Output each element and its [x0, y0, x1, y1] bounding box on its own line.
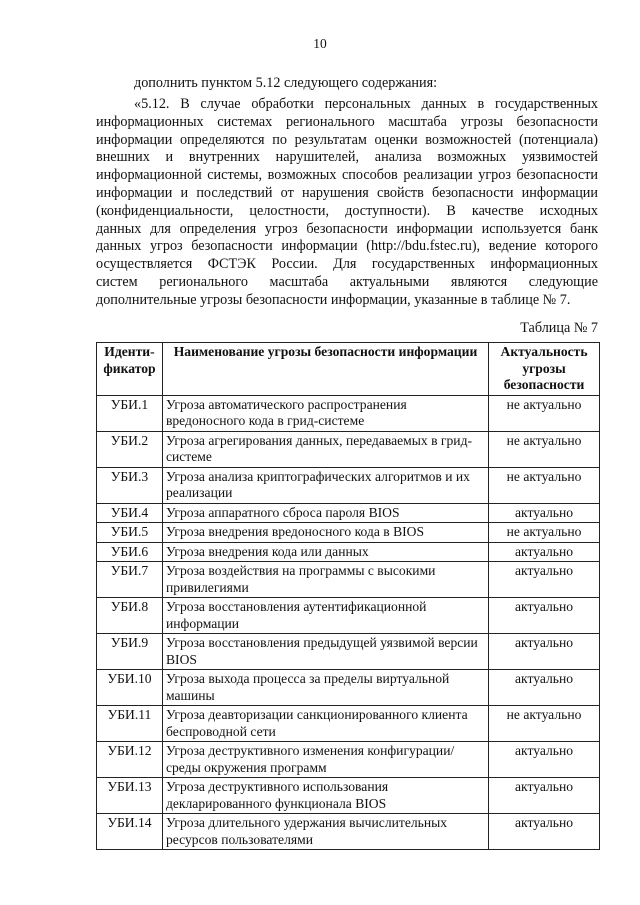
row-relevance: не актуально: [489, 395, 600, 431]
table-row: [97, 814, 600, 850]
paragraph-line: (конфиденциальности, целостности, доступности). В качестве исходных: [96, 202, 598, 219]
header-threat-name: Наименование угрозы безопасности информации: [162, 343, 488, 396]
row-threat-name: Угроза длительного удержания вычислительных ресурсов пользователями: [162, 814, 488, 850]
row-identifier: УБИ.9: [97, 634, 163, 670]
row-threat-name: Угроза внедрения кода или данных: [162, 542, 488, 562]
paragraph-line: данных угроз безопасности информации (http://bdu.fstec.ru), ведение которого: [96, 238, 598, 255]
row-identifier: УБИ.1: [97, 395, 163, 431]
row-relevance: актуально: [489, 742, 600, 778]
table-row: [97, 542, 600, 562]
row-threat-name: Угроза анализа криптографических алгоритмов и их реализации: [162, 467, 488, 503]
paragraph-line: информационной системы, возможных способов реализации угроз безопасности: [96, 167, 598, 184]
row-identifier: УБИ.6: [97, 542, 163, 562]
table-row: [97, 467, 600, 503]
paragraph-line: систем регионального масштаба актуальными являются следующие: [96, 273, 598, 290]
row-relevance: актуально: [489, 778, 600, 814]
row-relevance: актуально: [489, 814, 600, 850]
row-identifier: УБИ.11: [97, 706, 163, 742]
row-relevance: не актуально: [489, 706, 600, 742]
row-identifier: УБИ.7: [97, 562, 163, 598]
row-relevance: не актуально: [489, 467, 600, 503]
row-threat-name: Угроза восстановления аутентификационной информации: [162, 598, 488, 634]
row-relevance: актуально: [489, 542, 600, 562]
row-threat-name: Угроза аппаратного сброса пароля BIOS: [162, 503, 488, 523]
row-relevance: не актуально: [489, 431, 600, 467]
row-relevance: актуально: [489, 634, 600, 670]
paragraph-line: данных для определения угроз безопасности информации используется банк: [96, 220, 598, 237]
row-identifier: УБИ.3: [97, 467, 163, 503]
row-identifier: УБИ.4: [97, 503, 163, 523]
paragraph-line: «5.12. В случае обработки персональных данных в государственных: [134, 96, 598, 112]
table-row: [97, 670, 600, 706]
row-identifier: УБИ.14: [97, 814, 163, 850]
table-header-row: [97, 343, 600, 396]
paragraph-line: информации определяются по результатам оценки возможностей (потенциала): [96, 131, 598, 148]
row-threat-name: Угроза внедрения вредоносного кода в BIOS: [162, 523, 488, 543]
paragraph-line: информационных системах регионального масштаба угрозы безопасности: [96, 113, 598, 130]
row-threat-name: Угроза деструктивного использования декларированного функционала BIOS: [162, 778, 488, 814]
table-row: [97, 523, 600, 543]
intro-paragraph: [96, 75, 598, 93]
intro-line: дополнить пунктом 5.12 следующего содержания:: [134, 75, 438, 91]
row-threat-name: Угроза автоматического распространения вредоносного кода в грид-системе: [162, 395, 488, 431]
row-threat-name: Угроза деавторизации санкционированного клиента беспроводной сети: [162, 706, 488, 742]
paragraph-line: дополнительные угрозы безопасности информации, указанные в таблице № 7.: [96, 291, 571, 308]
header-identifier: Иденти-фикатор: [97, 343, 163, 396]
table-row: [97, 431, 600, 467]
row-identifier: УБИ.12: [97, 742, 163, 778]
paragraph-line: информации и последствий от нарушения свойств безопасности информации: [96, 184, 598, 201]
row-identifier: УБИ.8: [97, 598, 163, 634]
row-threat-name: Угроза деструктивного изменения конфигурации/среды окружения программ: [162, 742, 488, 778]
paragraph-line: осуществляется ФСТЭК России. Для государственных информационных: [96, 256, 598, 273]
table-caption: Таблица № 7: [520, 320, 598, 336]
row-relevance: актуально: [489, 598, 600, 634]
page-number: 10: [313, 36, 327, 51]
row-identifier: УБИ.5: [97, 523, 163, 543]
paragraph-line: внешних и внутренних нарушителей, анализа возможных уязвимостей: [96, 149, 598, 166]
row-threat-name: Угроза агрегирования данных, передаваемых в грид-системе: [162, 431, 488, 467]
table-row: [97, 778, 600, 814]
row-identifier: УБИ.2: [97, 431, 163, 467]
table-row: [97, 562, 600, 598]
table-row: [97, 634, 600, 670]
table-row: [97, 395, 600, 431]
header-relevance: Актуальность угрозы безопасности: [489, 343, 600, 396]
row-relevance: актуально: [489, 503, 600, 523]
row-threat-name: Угроза выхода процесса за пределы виртуальной машины: [162, 670, 488, 706]
table-body: [97, 395, 600, 850]
row-threat-name: Угроза воздействия на программы с высокими привилегиями: [162, 562, 488, 598]
table-row: [97, 598, 600, 634]
row-relevance: актуально: [489, 562, 600, 598]
row-relevance: актуально: [489, 670, 600, 706]
table-row: [97, 503, 600, 523]
threats-table: [96, 342, 600, 850]
table-row: [97, 706, 600, 742]
row-relevance: не актуально: [489, 523, 600, 543]
row-identifier: УБИ.13: [97, 778, 163, 814]
row-identifier: УБИ.10: [97, 670, 163, 706]
main-paragraph: [96, 96, 598, 310]
row-threat-name: Угроза восстановления предыдущей уязвимой версии BIOS: [162, 634, 488, 670]
table-row: [97, 742, 600, 778]
